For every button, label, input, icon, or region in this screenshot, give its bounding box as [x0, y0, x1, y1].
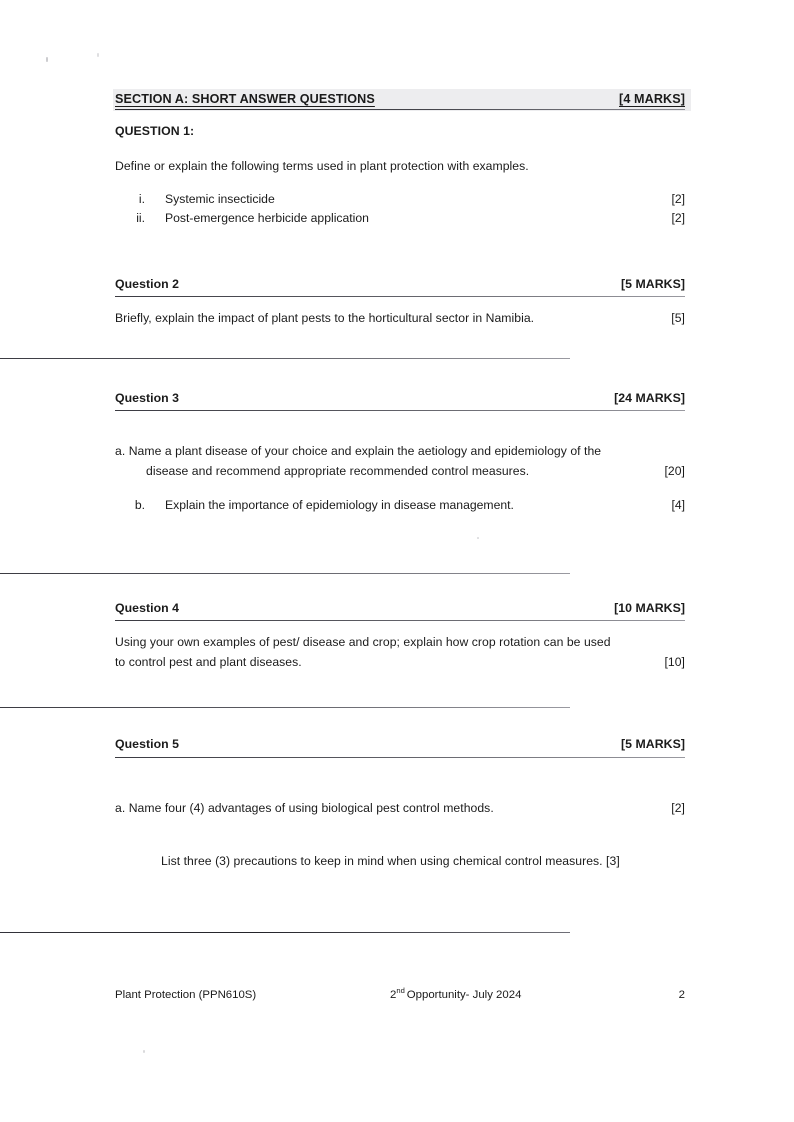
question-2-rule	[115, 296, 685, 297]
scan-speck	[143, 1050, 145, 1053]
question-5-part-b	[115, 851, 685, 871]
footer-opportunity-rest: Opportunity- July 2024	[406, 989, 522, 1001]
question-2-body	[115, 308, 685, 328]
question-3-part-b	[115, 496, 685, 516]
question-2-marks-header: [5 MARKS]	[621, 277, 685, 291]
question-4-heading	[115, 601, 685, 615]
divider-after-question-4	[0, 707, 570, 708]
footer-opportunity	[390, 986, 645, 1001]
question-5-heading	[115, 737, 685, 751]
page-footer	[115, 986, 685, 1001]
question-5-part-b-text: List three (3) precautions to keep in mind when using chemical control measures. [3]	[161, 854, 620, 868]
question-4-body	[115, 632, 685, 672]
question-2-heading	[115, 277, 685, 291]
list-item-numeral: ii.	[136, 211, 145, 225]
question-1-item-list	[115, 190, 685, 228]
list-item-marks: [2]	[671, 211, 685, 225]
scan-speck	[97, 53, 99, 57]
footer-course: Plant Protection (PPN610S)	[115, 989, 257, 1001]
question-3-marks-header: [24 MARKS]	[614, 391, 685, 405]
question-3-heading	[115, 391, 685, 405]
divider-after-question-3	[0, 573, 570, 574]
question-5-title: Question 5	[115, 737, 180, 751]
question-3-title: Question 3	[115, 391, 180, 405]
question-1-instruction: Define or explain the following terms used in plant protection with examples.	[115, 159, 529, 173]
question-3-part-b-marks: [4]	[671, 498, 685, 512]
list-item-text: Systemic insecticide	[165, 192, 275, 206]
list-item	[115, 209, 685, 228]
question-4-line1: Using your own examples of pest/ disease and crop; explain how crop rotation can be used	[115, 635, 611, 649]
scan-speck	[46, 57, 48, 62]
list-item-numeral: i.	[138, 192, 145, 206]
question-4-line2: to control pest and plant diseases.	[115, 655, 302, 669]
question-3-part-a	[115, 441, 685, 481]
question-4-title: Question 4	[115, 601, 180, 615]
question-3-part-a-marks: [20]	[664, 464, 685, 478]
question-5-part-a-text: a. Name four (4) advantages of using biological pest control methods.	[115, 801, 494, 815]
question-3-rule	[115, 410, 685, 411]
question-2-marks: [5]	[671, 311, 685, 325]
question-5-part-a	[115, 798, 685, 818]
footer-opportunity-suffix: nd	[396, 986, 405, 996]
question-3-part-b-text: Explain the importance of epidemiology in disease management.	[165, 498, 514, 512]
question-3-part-b-label: b.	[134, 498, 145, 512]
question-3-part-a-line2: disease and recommend appropriate recommended control measures.	[146, 464, 530, 478]
section-a-marks: [4 MARKS]	[619, 92, 685, 106]
question-2-title: Question 2	[115, 277, 180, 291]
footer-opportunity-number: 2	[390, 989, 397, 1001]
question-5-marks-header: [5 MARKS]	[621, 737, 685, 751]
question-2-text: Briefly, explain the impact of plant pests to the horticultural sector in Namibia.	[115, 311, 535, 325]
question-1-heading: QUESTION 1:	[115, 124, 195, 138]
divider-after-question-2	[0, 358, 570, 359]
question-4-rule	[115, 620, 685, 621]
question-5-rule	[115, 757, 685, 758]
divider-above-footer	[0, 932, 570, 933]
section-a-header	[115, 92, 685, 112]
question-4-marks-header: [10 MARKS]	[614, 601, 685, 615]
footer-page-number: 2	[678, 989, 685, 1001]
list-item-text: Post-emergence herbicide application	[165, 211, 369, 225]
question-5-part-a-marks: [2]	[671, 801, 685, 815]
list-item-marks: [2]	[671, 192, 685, 206]
scan-speck	[477, 537, 479, 539]
list-item	[115, 190, 685, 209]
question-3-part-a-line1: a. Name a plant disease of your choice and explain the aetiology and epidemiology of the	[115, 444, 602, 458]
section-a-underline	[115, 109, 685, 110]
section-a-title: SECTION A: SHORT ANSWER QUESTIONS	[115, 92, 375, 106]
question-4-marks: [10]	[664, 655, 685, 669]
